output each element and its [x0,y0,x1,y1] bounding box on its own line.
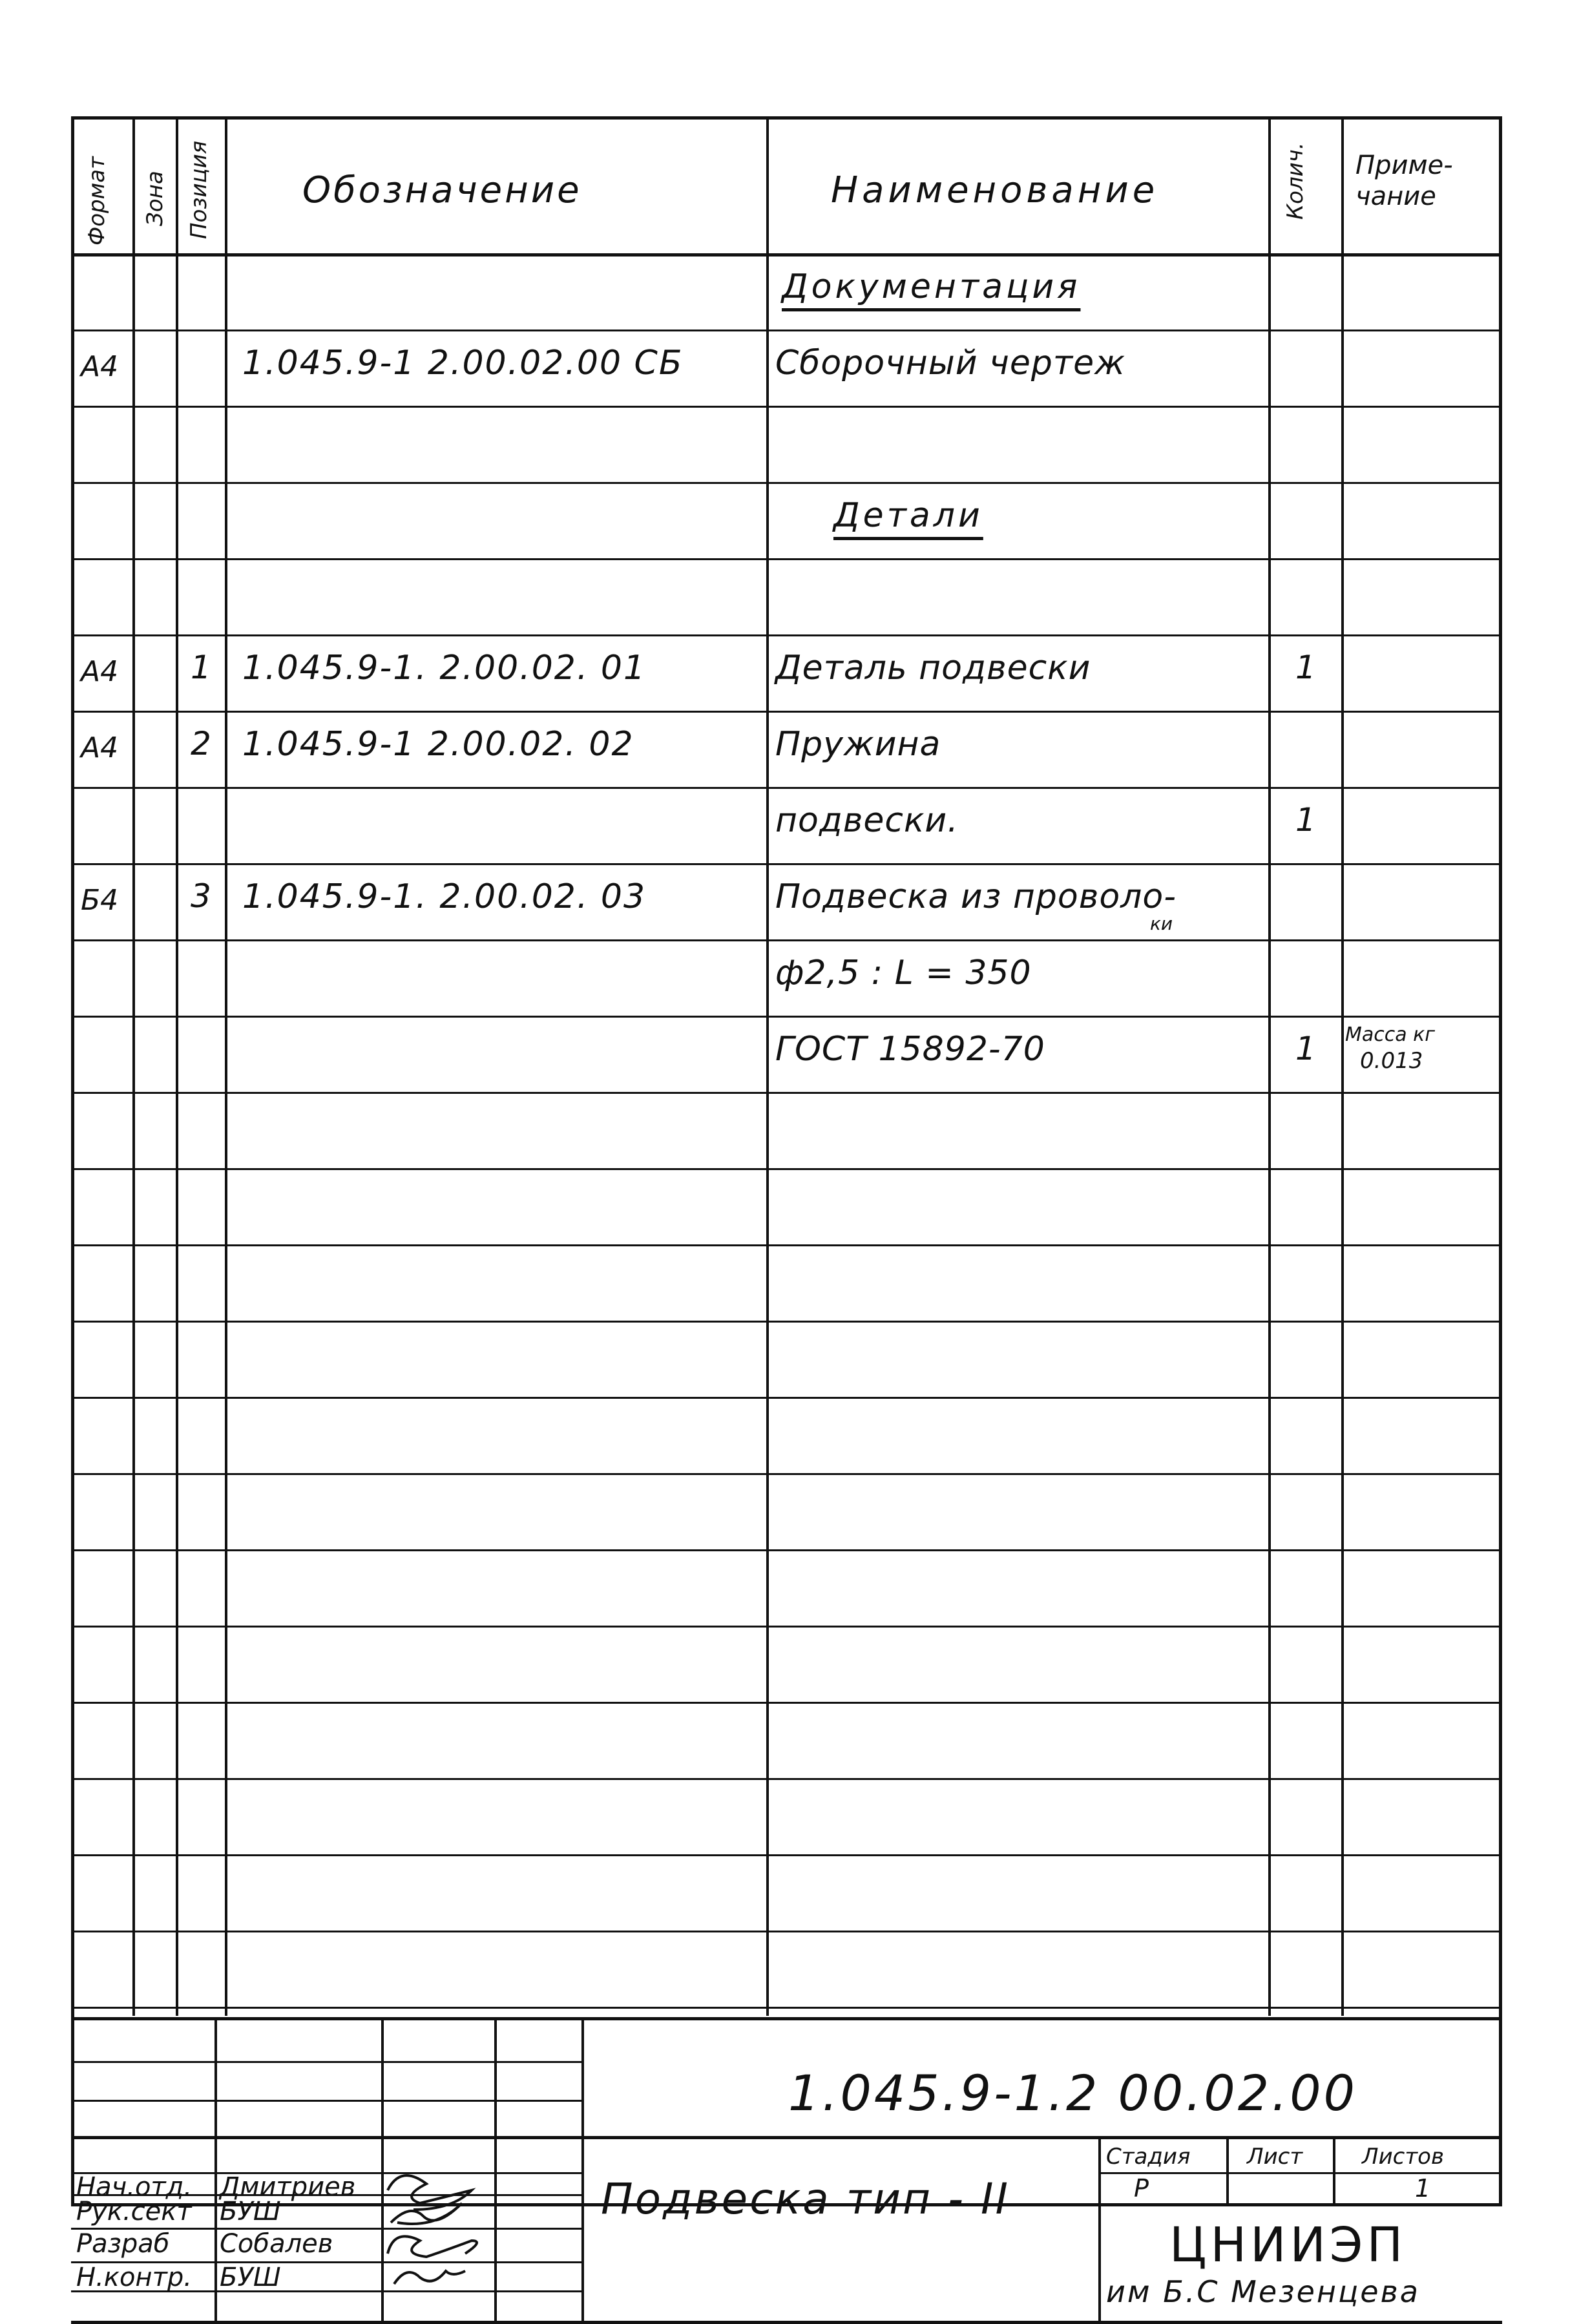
row-note2: 0.013 [1360,1048,1423,1074]
row-position: 2 [191,725,211,762]
row-name: ф2,5 : L = 350 [775,954,1032,992]
row-line [71,711,1502,713]
tb-col [214,2017,217,2321]
tb-code-divider [71,2136,1502,2139]
row-qty: 1 [1295,649,1316,686]
header-position: Позиция [186,140,212,239]
tb-line [71,2100,581,2102]
row-line [71,1244,1502,1246]
row-name: Документация [782,267,1081,306]
header-zone: Зона [142,171,168,226]
tb-bottom [71,2321,1502,2324]
row-name: Деталь подвески [775,649,1091,687]
tb-col [381,2017,384,2321]
tb-col [494,2017,497,2321]
row-name-sub: ки [1150,913,1173,934]
tb-col [1226,2136,1229,2204]
row-designation: 1.045.9-1. 2.00.02. 03 [242,877,647,916]
row-line [71,1778,1502,1780]
signer-name: БУШ [220,2197,281,2226]
row-line [71,1397,1502,1399]
tb-line [1098,2172,1502,2174]
row-name: ГОСТ 15892-70 [775,1030,1045,1069]
signer-role: Н.контр. [76,2263,192,2292]
org-sub: им Б.С Мезенцева [1106,2274,1420,2309]
header-qty: Колич. [1282,142,1308,220]
header-note: Приме- чание [1355,151,1453,211]
row-line [71,1092,1502,1094]
tb-col [581,2017,584,2321]
signer-name: Дмитриев [220,2172,356,2202]
row-position: 3 [191,877,211,915]
row-line [71,787,1502,789]
row-line [71,1016,1502,1018]
col-line-name [766,116,769,2016]
tb-col [1333,2136,1335,2204]
row-line [71,558,1502,560]
row-position: 1 [191,649,211,686]
row-name: Сборочный чертеж [775,344,1125,382]
sheet-label: Лист [1247,2144,1303,2170]
row-name: Детали [833,496,983,535]
row-line [71,1321,1502,1323]
row-name: Подвеска из проволо- [775,877,1177,916]
row-line [71,1168,1502,1170]
row-line [71,2007,1502,2009]
tb-line [1098,2204,1502,2206]
row-designation: 1.045.9-1 2.00.02.00 СБ [242,344,684,382]
tb-col [1098,2136,1101,2321]
signer-role: Разраб [76,2229,170,2259]
col-line-pos [176,116,178,2016]
row-designation: 1.045.9-1 2.00.02. 02 [242,725,634,764]
row-line [71,1626,1502,1628]
row-designation: 1.045.9-1. 2.00.02. 01 [242,649,647,687]
row-line [71,1473,1502,1475]
doc-code: 1.045.9-1.2 00.02.00 [788,2064,1357,2122]
row-line [71,939,1502,941]
row-format: А4 [81,655,119,688]
sheets-value: 1 [1415,2174,1431,2203]
col-line-zone [132,116,135,2016]
row-note: Масса кг [1345,1023,1436,1046]
tb-line [71,2061,581,2063]
row-line [71,634,1502,636]
stage-value: Р [1134,2174,1149,2203]
title-block-top [71,2017,1502,2020]
row-line [71,1854,1502,1856]
row-line [71,482,1502,484]
col-line-note [1341,116,1344,2016]
col-line-designation [225,116,227,2016]
row-qty: 1 [1295,801,1316,839]
header-divider [71,253,1502,256]
header-name: Наименование [831,169,1159,211]
signer-name: БУШ [220,2263,281,2292]
doc-title: Подвеска тип - II [601,2174,1010,2224]
row-format: Б4 [81,884,119,917]
drawing-frame [71,116,1502,2206]
row-line [71,1549,1502,1551]
row-line [71,330,1502,331]
row-line [71,406,1502,408]
org-name: ЦНИИЭП [1169,2217,1407,2273]
row-qty: 1 [1295,1030,1316,1067]
row-format: А4 [81,350,119,383]
col-line-qty [1268,116,1271,2016]
row-line [71,1702,1502,1704]
signer-role: Нач.отд. [76,2172,193,2202]
header-format: Формат [84,156,110,246]
row-line [71,1931,1502,1932]
row-format: А4 [81,731,119,764]
signer-name: Собалев [220,2229,333,2259]
row-line [71,863,1502,865]
sheets-label: Листов [1362,2144,1445,2170]
stage-label: Стадия [1106,2144,1191,2170]
signer-role: Рук.сект [76,2197,192,2226]
header-designation: Обозначение [302,169,582,211]
row-name: подвески. [775,801,959,840]
row-name: Пружина [775,725,941,764]
